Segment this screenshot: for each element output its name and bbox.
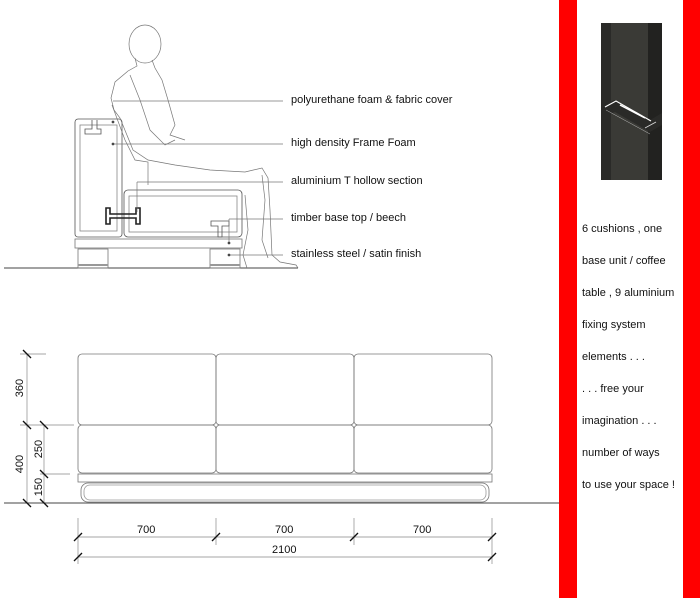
dim-label-700-a: 700 <box>137 524 156 536</box>
seat-cushion <box>124 190 242 237</box>
callout-foam-cover: polyurethane foam & fabric cover <box>291 94 453 106</box>
aluminium-connector <box>106 208 140 224</box>
callout-aluminium-section: aluminium T hollow section <box>291 175 423 187</box>
base-top <box>78 474 492 482</box>
red-accent-bar-left <box>559 0 577 598</box>
dim-label-150: 150 <box>33 477 45 497</box>
description-line: number of ways <box>582 447 660 459</box>
description-line: . . . free your <box>582 383 644 395</box>
timber-base-top <box>75 239 242 248</box>
callout-stainless-steel: stainless steel / satin finish <box>291 248 422 260</box>
description-line: imagination . . . <box>582 415 657 427</box>
red-accent-bar-right <box>683 0 700 598</box>
aluminium-profile-image <box>601 23 662 180</box>
description-line: elements . . . <box>582 351 645 363</box>
description-line: table , 9 aluminium <box>582 287 675 299</box>
callout-timber-base: timber base top / beech <box>291 212 406 224</box>
side-section-view <box>4 25 298 268</box>
description-line: to use your space ! <box>582 479 675 491</box>
seat-cushion-3 <box>354 425 492 473</box>
back-cushion-1 <box>78 354 216 425</box>
dim-label-700-b: 700 <box>275 524 294 536</box>
seated-person-outline <box>111 25 298 268</box>
back-cushion-2 <box>216 354 354 425</box>
description-line: 6 cushions , one <box>582 223 663 235</box>
dim-label-400: 400 <box>14 454 26 474</box>
seat-cushion-2 <box>216 425 354 473</box>
callout-frame-foam: high density Frame Foam <box>291 137 416 149</box>
backrest-cushion <box>75 119 122 237</box>
dim-label-2100: 2100 <box>272 544 297 556</box>
description-line: base unit / coffee <box>582 255 666 267</box>
base-unit <box>81 483 489 502</box>
description-line: fixing system <box>582 319 646 331</box>
dim-label-700-c: 700 <box>413 524 432 536</box>
dim-label-250: 250 <box>33 439 45 459</box>
dim-label-360: 360 <box>14 378 26 398</box>
back-cushion-3 <box>354 354 492 425</box>
seat-cushion-1 <box>78 425 216 473</box>
